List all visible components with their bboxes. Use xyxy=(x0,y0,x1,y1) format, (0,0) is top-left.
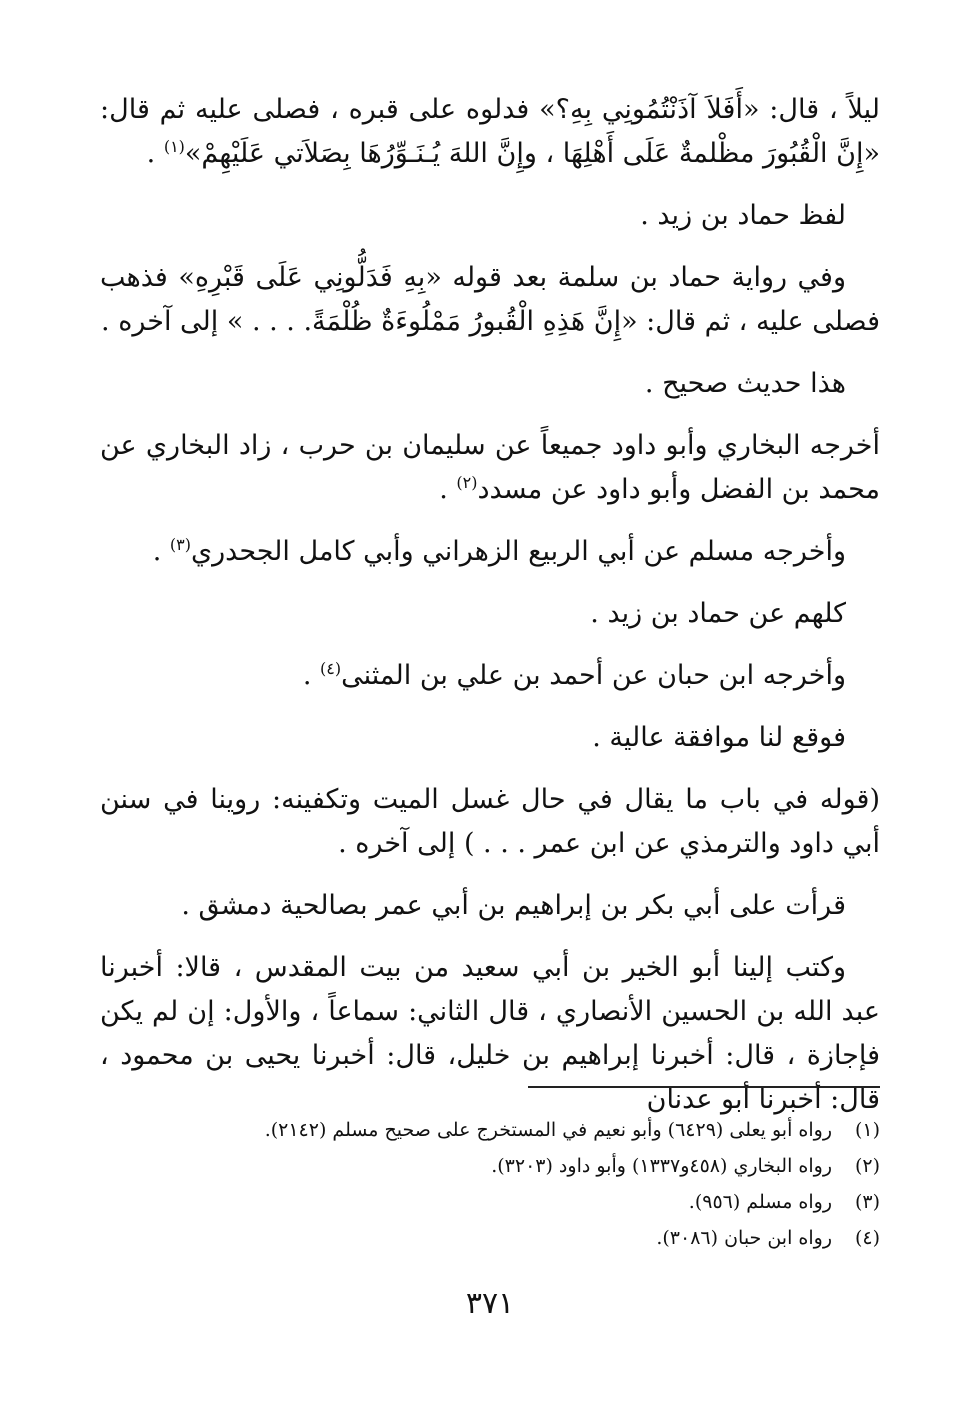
footnote-1-number: (١) xyxy=(854,1119,880,1141)
paragraph-1 xyxy=(100,88,880,176)
paragraph-6 xyxy=(100,530,880,574)
footnote-ref-2: (٢) xyxy=(456,473,478,492)
paragraph-4 xyxy=(100,362,880,406)
paragraph-2 xyxy=(100,194,880,238)
paragraph-1-text: ليلاً ، قال: «أَفَلاَ آذَنْتُمُونِي بِهِ؟» فدلوه على قبره ، فصلى عليه ثم قال: «إِنَّ الْقُبُورَ مظْلمةٌ عَلَى أَهْلِهَا ، وإِنَّ اللهَ يُـنَـوِّرُهَا بِصَلاَتي عَلَيْهِمْ» xyxy=(100,94,880,169)
paragraph-6-tail: . xyxy=(152,536,170,567)
paragraph-4-text: هذا حديث صحيح . xyxy=(644,368,846,399)
paragraph-5-text: أخرجه البخاري وأبو داود جميعاً عن سليمان بن حرب ، زاد البخاري عن محمد بن الفضل وأبو داود عن مسدد xyxy=(100,430,880,505)
paragraph-5 xyxy=(100,424,880,512)
paragraph-8-tail: . xyxy=(302,660,321,691)
main-text xyxy=(100,88,880,1122)
footnote-2 xyxy=(100,1148,880,1184)
footnote-separator xyxy=(528,1086,880,1088)
paragraph-10 xyxy=(100,778,880,866)
paragraph-12-text: وكتب إلينا أبو الخير بن أبي سعيد من بيت المقدس ، قالا: أخبرنا عبد الله بن الحسين الأنصاري ، قال الثاني: سماعاً ، والأول: إن لم يكن فإجازة ، قال: أخبرنا إبراهيم بن خليل، قال: أخبرنا يحيى بن محمود ، قال: أخبرنا أبو عدنان xyxy=(100,952,880,1115)
paragraph-11-text: قرأت على أبي بكر بن إبراهيم بن أبي عمر بصالحية دمشق . xyxy=(181,890,846,921)
paragraph-2-text: لفظ حماد بن زيد . xyxy=(640,200,846,231)
footnote-2-number: (٢) xyxy=(854,1155,880,1177)
footnote-2-text: رواه البخاري (٤٥٨و١٣٣٧) وأبو داود (٣٢٠٣). xyxy=(491,1155,832,1177)
footnote-ref-1: (١) xyxy=(163,137,185,156)
footnote-3 xyxy=(100,1184,880,1220)
paragraph-9 xyxy=(100,716,880,760)
footnote-ref-3: (٣) xyxy=(169,535,191,554)
paragraph-9-text: فوقع لنا موافقة عالية . xyxy=(592,722,846,753)
footnotes xyxy=(100,1112,880,1256)
paragraph-6-text: وأخرجه مسلم عن أبي الربيع الزهراني وأبي كامل الجحدري xyxy=(190,536,846,567)
paragraph-7 xyxy=(100,592,880,636)
paragraph-8 xyxy=(100,654,880,698)
footnote-1-text: رواه أبو يعلى (٦٤٢٩) وأبو نعيم في المستخرج على صحيح مسلم (٢١٤٢). xyxy=(264,1119,832,1141)
footnote-ref-4: (٤) xyxy=(320,659,342,678)
paragraph-3-text: وفي رواية حماد بن سلمة بعد قوله «بِهِ فَدَلُّونِي عَلَى قَبْرِهِ» فذهب فصلى عليه ، ثم قال: «إِنَّ هَذِهِ الْقُبورُ مَمْلُوءَةٌ ظُلْمَةً. . . . » إلى آخره . xyxy=(100,262,880,337)
paragraph-12 xyxy=(100,946,880,1122)
footnote-4 xyxy=(100,1220,880,1256)
footnote-3-number: (٣) xyxy=(854,1191,880,1213)
footnote-4-text: رواه ابن حبان (٣٠٨٦). xyxy=(656,1227,832,1249)
footnote-1 xyxy=(100,1112,880,1148)
footnote-4-number: (٤) xyxy=(854,1227,880,1249)
page-number: ٣٧١ xyxy=(465,1286,515,1321)
paragraph-5-tail: . xyxy=(439,474,457,505)
paragraph-8-text: وأخرجه ابن حبان عن أحمد بن علي بن المثنى xyxy=(341,660,846,691)
paragraph-3 xyxy=(100,256,880,344)
paragraph-10-text: (قوله في باب ما يقال في حال غسل الميت وتكفينه: روينا في سنن أبي داود والترمذي عن ابن عمر . . . ) إلى آخره . xyxy=(100,784,880,859)
paragraph-7-text: كلهم عن حماد بن زيد . xyxy=(590,598,846,629)
footnote-3-text: رواه مسلم (٩٥٦). xyxy=(688,1191,832,1213)
paragraph-11 xyxy=(100,884,880,928)
paragraph-1-tail: . xyxy=(146,138,164,169)
